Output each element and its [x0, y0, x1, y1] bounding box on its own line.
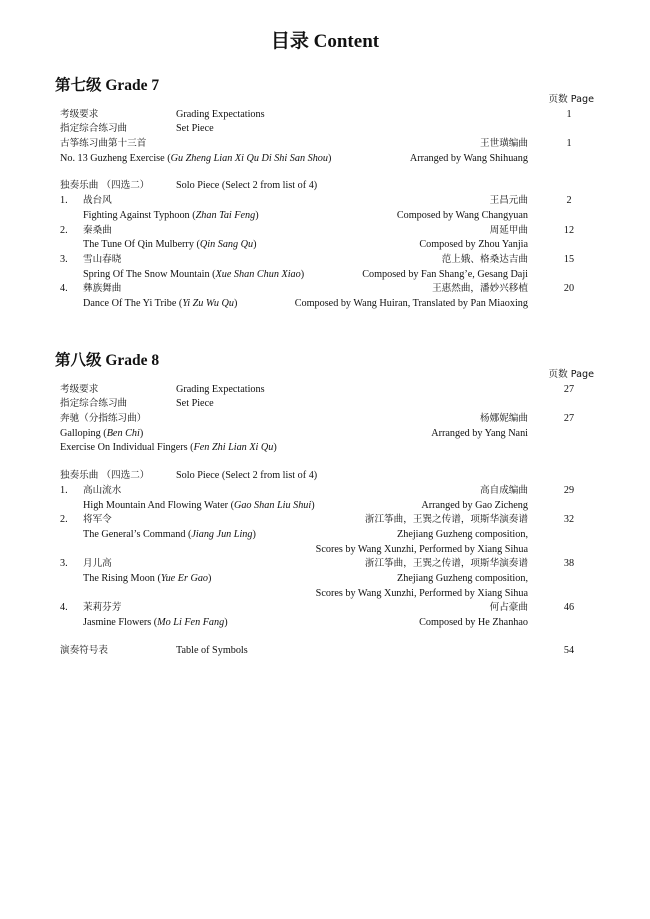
piece-english-title: Exercise On Individual Fingers (Fen Zhi Lian Xi Qu)	[60, 442, 277, 454]
grade-7-heading: 第七级 Grade 7	[55, 77, 160, 94]
pinyin-title: Yue Er Gao	[160, 572, 209, 584]
item-number: 4.	[60, 602, 68, 614]
page-number: 12	[563, 224, 575, 236]
pinyin-title: Qin Sang Qu	[199, 239, 254, 251]
spacer	[0, 631, 650, 644]
page-number: 15	[563, 253, 575, 265]
piece-chinese-title: 彝族舞曲	[83, 283, 122, 295]
toc-entry[interactable]	[0, 601, 650, 616]
toc-entry[interactable]	[0, 528, 650, 543]
page-column-header	[0, 93, 650, 108]
entry-english-title: Table of Symbols	[176, 644, 248, 656]
page-column-label: 页数 Page	[548, 94, 594, 105]
toc-entry[interactable]	[0, 268, 650, 283]
page-column-header	[0, 368, 650, 383]
composer-english: Zhejiang Guzheng composition,	[397, 572, 528, 584]
composer-chinese: 周延甲曲	[489, 224, 528, 236]
composer-english: Composed by Wang Huiran, Translated by Pan Miaoxing	[294, 297, 528, 309]
pinyin-title: Gu Zheng Lian Xi Qu Di Shi San Shou	[170, 152, 328, 164]
piece-english-title: Spring Of The Snow Mountain (Xue Shan Chun Xiao)	[83, 268, 305, 280]
item-number: 4.	[60, 283, 68, 295]
piece-chinese-title: 高山流水	[83, 484, 122, 496]
page-number: 54	[563, 644, 575, 656]
composer-english: Scores by Wang Xunzhi, Performed by Xiang Sihua	[315, 543, 528, 555]
composer-english: Composed by Wang Changyuan	[396, 209, 528, 221]
composer-chinese: 浙江筝曲，王巽之传谱，项斯华演奏谱	[364, 558, 528, 570]
toc-entry[interactable]	[0, 397, 650, 412]
entry-english-title: Grading Expectations	[176, 383, 265, 395]
entry-chinese-title: 考级要求	[60, 108, 99, 120]
title-text: Jasmine Flowers	[83, 617, 152, 628]
page-number: 1	[566, 108, 572, 120]
pinyin-title: Ben Chi	[106, 427, 140, 439]
piece-english-title: Fighting Against Typhoon (Zhan Tai Feng)	[83, 209, 259, 221]
pinyin-title: Fen Zhi Lian Xi Qu	[193, 442, 274, 454]
entry-chinese-title: 考级要求	[60, 383, 99, 395]
pinyin-title: Jiang Jun Ling	[191, 528, 253, 540]
toc-entry[interactable]	[0, 152, 650, 167]
title-text: Galloping	[60, 427, 101, 439]
composer-english: Arranged by Wang Shihuang	[409, 152, 528, 164]
entry-chinese-title: 演奏符号表	[60, 644, 108, 656]
title-text: The General’s Command	[83, 528, 186, 540]
piece-english-title: High Mountain And Flowing Water (Gao Shan Liu Shui)	[83, 499, 315, 511]
piece-chinese-title: 雪山春晓	[83, 253, 122, 265]
composer-english: Composed by Zhou Yanjia	[419, 239, 528, 251]
title-text: Exercise On Individual Fingers	[60, 442, 188, 454]
composer-chinese: 王昌元曲	[489, 195, 528, 207]
piece-english-title: Jasmine Flowers (Mo Li Fen Fang)	[83, 617, 228, 628]
grade-8-list	[0, 368, 650, 658]
toc-entry[interactable]	[0, 179, 650, 194]
entry-english-title: Solo Piece (Select 2 from list of 4)	[176, 470, 318, 482]
toc-entry[interactable]	[0, 137, 650, 152]
toc-entry[interactable]	[0, 543, 650, 558]
toc-entry[interactable]	[0, 587, 650, 602]
page-column-label: 页数 Page	[548, 369, 594, 380]
title-text: Spring Of The Snow Mountain	[83, 268, 210, 280]
composer-chinese: 浙江筝曲，王巽之传谱，项斯华演奏谱	[364, 514, 528, 526]
toc-entry[interactable]	[0, 253, 650, 268]
piece-english-title: The Tune Of Qin Mulberry (Qin Sang Qu)	[83, 239, 257, 251]
toc-entry[interactable]	[0, 297, 650, 312]
toc-entry[interactable]	[0, 383, 650, 398]
piece-english-title: The Rising Moon (Yue Er Gao)	[83, 572, 212, 584]
title-text: No. 13 Guzheng Exercise	[60, 152, 165, 164]
toc-entry[interactable]	[0, 572, 650, 587]
toc-entry[interactable]	[0, 557, 650, 572]
composer-english: Scores by Wang Xunzhi, Performed by Xiang Sihua	[315, 587, 528, 599]
page-title: 目录 Content	[270, 31, 380, 52]
pinyin-title: Yi Zu Wu Qu	[182, 297, 234, 309]
grade-7-list	[0, 93, 650, 312]
toc-entry[interactable]	[0, 122, 650, 137]
entry-chinese-title: 指定综合练习曲	[60, 123, 128, 135]
page-number: 2	[566, 195, 572, 207]
toc-entry[interactable]	[0, 427, 650, 442]
composer-chinese: 王世璜编曲	[480, 138, 528, 150]
item-number: 2.	[60, 514, 68, 526]
composer-english: Composed by Fan Shang’e, Gesang Daji	[362, 268, 528, 280]
toc-entry[interactable]	[0, 282, 650, 297]
page-number: 1	[566, 138, 572, 150]
toc-entry[interactable]	[0, 412, 650, 427]
entry-chinese-title: 独奏乐曲 （四选二）	[60, 470, 150, 482]
item-number: 3.	[60, 253, 68, 265]
entry-chinese-title: 独奏乐曲 （四选二）	[60, 180, 150, 192]
entry-english-title: Set Piece	[176, 123, 214, 135]
piece-chinese-title: 古筝练习曲第十三首	[60, 138, 147, 150]
page-number: 20	[563, 283, 575, 295]
grade-8-heading: 第八级 Grade 8	[55, 352, 160, 369]
item-number: 3.	[60, 558, 68, 570]
piece-chinese-title: 奔驰（分指练习曲）	[60, 413, 147, 425]
page-number: 38	[563, 558, 575, 570]
page-number: 46	[563, 602, 575, 614]
entry-chinese-title: 指定综合练习曲	[60, 398, 128, 410]
page-number: 29	[563, 484, 575, 496]
composer-chinese: 何占豪曲	[489, 602, 528, 614]
piece-chinese-title: 茉莉芬芳	[83, 602, 122, 614]
piece-chinese-title: 秦桑曲	[83, 224, 112, 236]
toc-entry[interactable]	[0, 644, 650, 659]
composer-chinese: 范上娥、格桑达吉曲	[441, 253, 528, 265]
item-number: 1.	[60, 484, 68, 496]
toc-entry[interactable]	[0, 108, 650, 123]
pinyin-title: Gao Shan Liu Shui	[233, 499, 312, 511]
page-number: 32	[563, 514, 575, 526]
toc-entry[interactable]	[0, 513, 650, 528]
piece-english-title: Dance Of The Yi Tribe (Yi Zu Wu Qu)	[83, 297, 238, 309]
toc-entry[interactable]	[0, 194, 650, 209]
toc-entry[interactable]	[0, 238, 650, 253]
toc-entry[interactable]	[0, 469, 650, 484]
title-text: Fighting Against Typhoon	[83, 209, 190, 221]
piece-english-title: Galloping (Ben Chi)	[60, 427, 144, 439]
title-text: High Mountain And Flowing Water	[83, 499, 229, 511]
toc-entry[interactable]	[0, 441, 650, 456]
page-number: 27	[563, 413, 575, 425]
piece-chinese-title: 月儿高	[83, 558, 112, 570]
composer-english: Zhejiang Guzheng composition,	[397, 528, 528, 540]
piece-chinese-title: 战台风	[83, 195, 112, 207]
toc-entry[interactable]	[0, 224, 650, 239]
spacer	[0, 166, 650, 179]
composer-chinese: 高自成编曲	[480, 484, 528, 496]
page-number: 27	[563, 383, 575, 395]
composer-chinese: 杨娜妮编曲	[480, 413, 528, 425]
toc-entry[interactable]	[0, 499, 650, 514]
entry-english-title: Solo Piece (Select 2 from list of 4)	[176, 180, 318, 192]
pinyin-title: Zhan Tai Feng	[195, 209, 256, 221]
pinyin-title: Mo Li Fen Fang	[157, 617, 225, 628]
title-text: The Tune Of Qin Mulberry	[83, 239, 194, 251]
toc-entry[interactable]	[0, 484, 650, 499]
piece-english-title: The General’s Command (Jiang Jun Ling)	[83, 528, 256, 540]
piece-english-title: No. 13 Guzheng Exercise (Gu Zheng Lian Xi Qu Di Shi San Shou)	[60, 152, 332, 164]
toc-entry[interactable]	[0, 616, 650, 631]
entry-english-title: Set Piece	[176, 398, 214, 410]
title-text: The Rising Moon	[83, 572, 155, 584]
composer-english: Arranged by Gao Zicheng	[421, 499, 528, 511]
item-number: 1.	[60, 195, 68, 207]
composer-chinese: 王惠然曲，潘妙兴移植	[432, 283, 528, 295]
title-text: Dance Of The Yi Tribe	[83, 297, 177, 309]
spacer	[0, 456, 650, 469]
entry-english-title: Grading Expectations	[176, 108, 265, 120]
composer-english: Composed by He Zhanhao	[419, 617, 528, 628]
pinyin-title: Xue Shan Chun Xiao	[215, 268, 301, 280]
composer-english: Arranged by Yang Nani	[431, 427, 528, 439]
piece-chinese-title: 将军令	[83, 514, 112, 526]
item-number: 2.	[60, 224, 68, 236]
toc-entry[interactable]	[0, 209, 650, 224]
